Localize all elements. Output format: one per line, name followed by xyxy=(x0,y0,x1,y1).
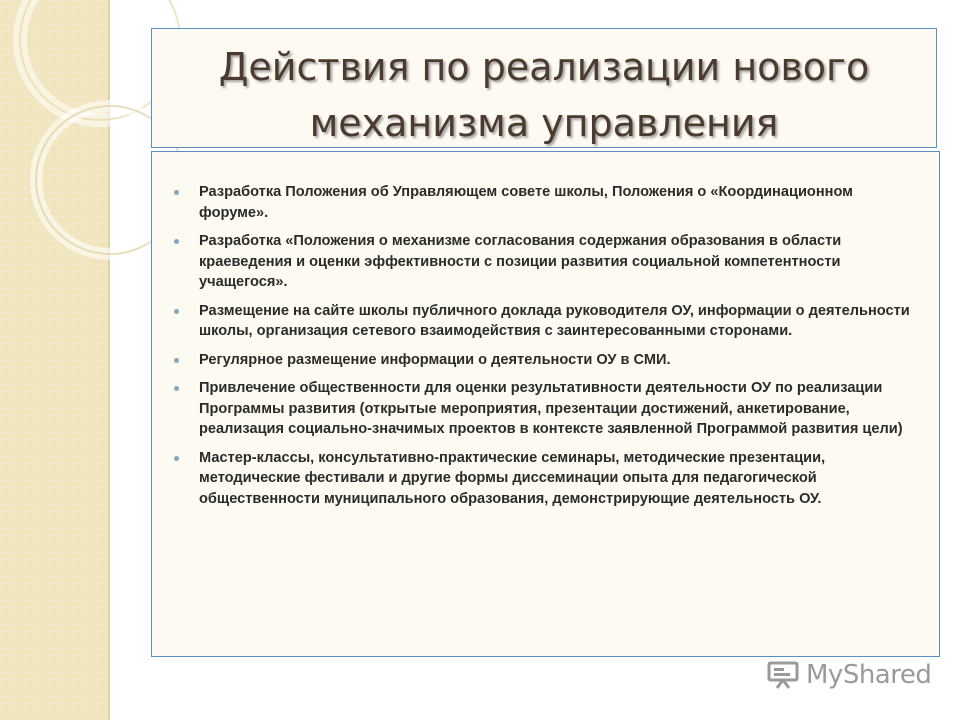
bullet-marker-icon xyxy=(174,358,179,363)
list-item xyxy=(199,448,919,510)
watermark-logo xyxy=(766,656,931,694)
decorative-circles xyxy=(0,0,160,330)
list-item xyxy=(199,182,919,223)
presentation-screen-icon xyxy=(766,660,800,690)
bullet-text: Привлечение общественности для оценки результативности деятельности ОУ по реализации Программы развития (открытые мероприятия, презентации достижений, анкетирование, реализация социально-значимых проектов в контексте заявленной Программой развития цели) xyxy=(199,380,903,437)
bullet-marker-icon xyxy=(174,190,179,195)
content-box xyxy=(151,151,940,657)
slide-title xyxy=(152,29,936,151)
bullet-text: Мастер-классы, консультативно-практические семинары, методические презентации, методические фестивали и другие формы диссеминации опыта для педагогической общественности муниципального образования, демонстрирующие деятельность ОУ. xyxy=(199,449,826,507)
bullet-marker-icon xyxy=(174,386,179,391)
title-box xyxy=(151,28,937,148)
watermark-text: MyShared xyxy=(806,660,932,690)
list-item xyxy=(199,350,919,371)
list-item xyxy=(199,231,919,293)
bullet-list xyxy=(152,152,939,509)
bullet-text: Регулярное размещение информации о деятельности ОУ в СМИ. xyxy=(199,351,671,368)
bullet-marker-icon xyxy=(174,309,179,314)
list-item xyxy=(199,378,919,440)
title-line-2: механизма управления xyxy=(309,101,779,145)
bullet-text: Размещение на сайте школы публичного доклада руководителя ОУ, информации о деятельности школы, организация сетевого взаимодействия с заинтересованными сторонами. xyxy=(199,302,910,339)
bullet-marker-icon xyxy=(174,239,179,244)
title-line-1: Действия по реализации нового xyxy=(218,45,870,89)
list-item xyxy=(199,301,919,342)
bullet-text: Разработка «Положения о механизме согласования содержания образования в области краеведения и оценки эффективности с позиции развития социальной компетентности учащегося». xyxy=(199,233,842,290)
bullet-text: Разработка Положения об Управляющем совете школы, Положения о «Координационном форуме». xyxy=(199,184,853,221)
bullet-marker-icon xyxy=(174,456,179,461)
